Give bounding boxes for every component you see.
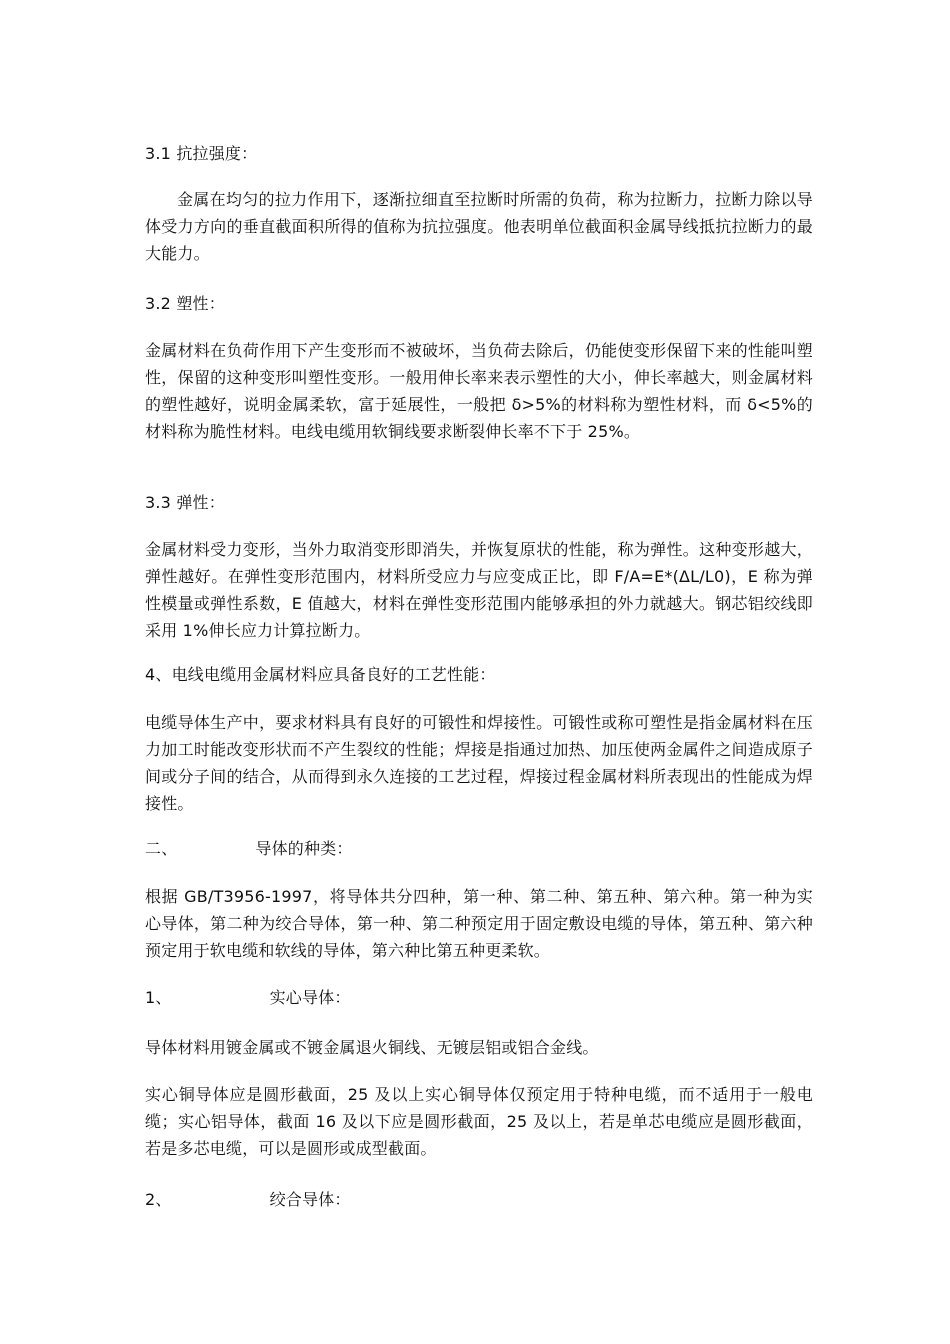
- section-3-3-body: 金属材料受力变形，当外力取消变形即消失，并恢复原状的性能，称为弹性。这种变形越大，弹性越好。在弹性变形范围内，材料所受应力与应变成正比，即 F/A=E*(ΔL/L0)，E 称为弹性模量或弹性系数，E 值越大，材料在弹性变形范围内能够承担的外力就越大。钢芯铝绞线即采用 1%伸长应力计算拉断力。: [145, 540, 813, 640]
- subsection-1-body-a: 导体材料用镀金属或不镀金属退火铜线、无镀层铝或铝合金线。: [145, 1038, 599, 1057]
- part-2-number: 二、: [145, 839, 178, 858]
- section-3-2-body: 金属材料在负荷作用下产生变形而不被破坏，当负荷去除后，仍能使变形保留下来的性能叫塑性，保留的这种变形叫塑性变形。一般用伸长率来表示塑性的大小，伸长率越大，则金属材料的塑性越好，说明金属柔软，富于延展性，一般把 δ>5%的材料称为塑性材料，而 δ<5%的材料称为脆性材料。电线电缆用软铜线要求断裂伸长率不下于 25%。: [145, 341, 813, 441]
- subsection-1-number: 1、: [145, 988, 172, 1007]
- section-4-body: 电缆导体生产中，要求材料具有良好的可锻性和焊接性。可锻性或称可塑性是指金属材料在压力加工时能改变形状而不产生裂纹的性能；焊接是指通过加热、加压使两金属件之间造成原子间或分子间的结合，从而得到永久连接的工艺过程，焊接过程金属材料所表现出的性能成为焊接性。: [145, 713, 813, 813]
- subsection-1-heading: [145, 984, 813, 1011]
- section-3-1-heading: 3.1 抗拉强度：: [145, 144, 258, 163]
- section-3-3-heading: 3.3 弹性：: [145, 493, 225, 512]
- subsection-2-heading: [145, 1186, 813, 1213]
- section-3-1-body: 金属在均匀的拉力作用下，逐渐拉细直至拉断时所需的负荷，称为拉断力，拉断力除以导体受力方向的垂直截面积所得的值称为抗拉强度。他表明单位截面积金属导线抵抗拉断力的最大能力。: [145, 190, 813, 263]
- subsection-1-title: 实心导体：: [269, 988, 351, 1007]
- subsection-2-number: 2、: [145, 1190, 172, 1209]
- part-2-body: 根据 GB/T3956-1997，将导体共分四种，第一种、第二种、第五种、第六种。第一种为实心导体，第二种为绞合导体，第一种、第二种预定用于固定敷设电缆的导体，第五种、第六种预定用于软电缆和软线的导体，第六种比第五种更柔软。: [145, 887, 813, 960]
- part-2-title: 导体的种类：: [255, 839, 353, 858]
- section-3-2-heading: 3.2 塑性：: [145, 294, 225, 313]
- subsection-2-title: 绞合导体：: [269, 1190, 351, 1209]
- part-2-heading: [145, 835, 813, 862]
- section-4-heading: 4、电线电缆用金属材料应具备良好的工艺性能：: [145, 665, 496, 684]
- subsection-1-body-b: 实心铜导体应是圆形截面，25 及以上实心铜导体仅预定用于特种电缆，而不适用于一般电缆；实心铝导体，截面 16 及以下应是圆形截面，25 及以上，若是单芯电缆应是圆形截面，若是多芯电缆，可以是圆形或成型截面。: [145, 1085, 813, 1158]
